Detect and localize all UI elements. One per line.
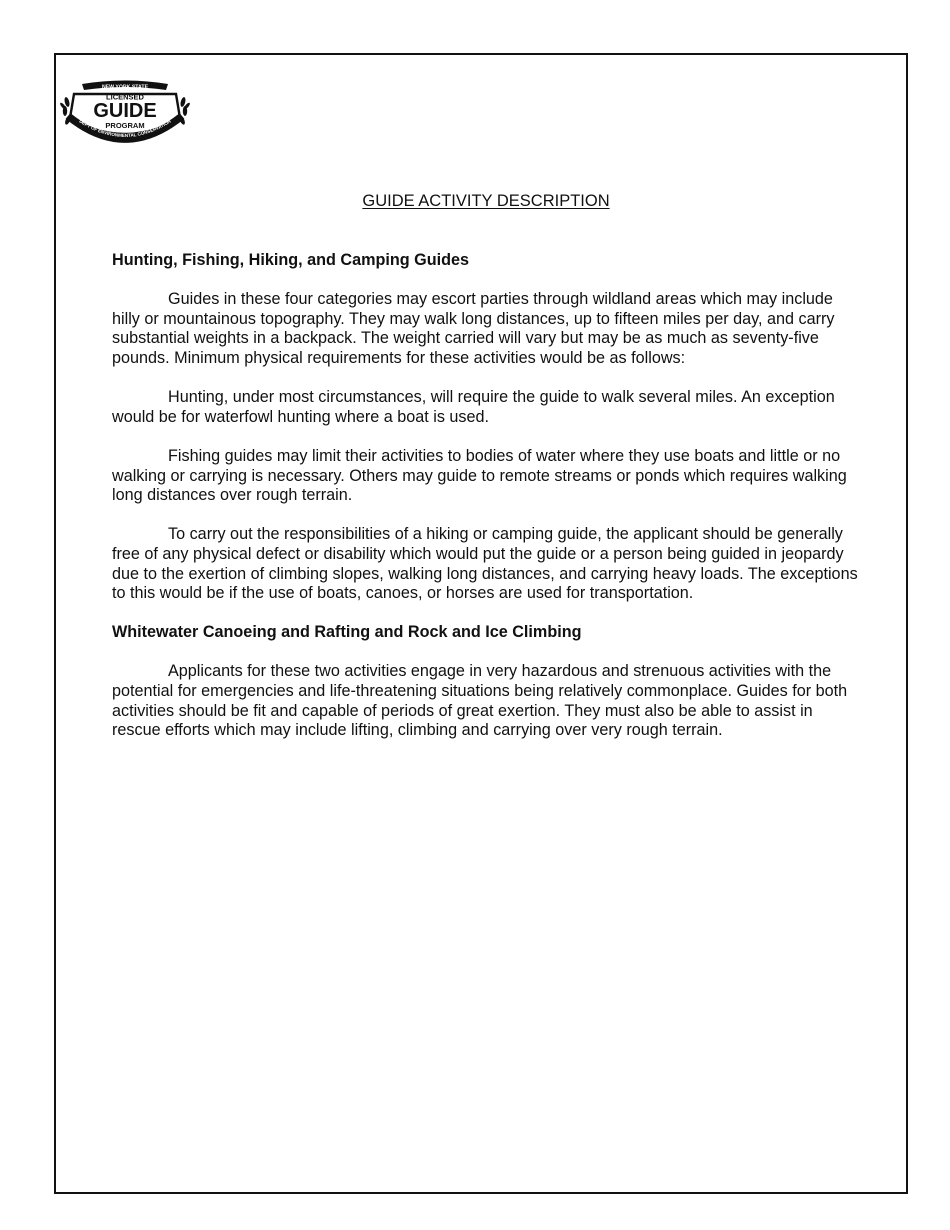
logo-top-text: NEW YORK STATE: [101, 84, 149, 91]
logo-bottom-text: DEPT OF ENVIRONMENTAL CONSERVATION: [78, 118, 172, 139]
paragraph: To carry out the responsibilities of a hiking or camping guide, the applicant should be generally free of any physical defect or disability which would put the guide or a person being guided in jeopardy due to the exertion of climbing slopes, walking long distances, and carrying heavy loads. The exceptions to this would be if the use of boats, canoes, or horses are used for transportation.: [112, 525, 858, 603]
section-whitewater-climbing: [112, 623, 864, 741]
section-heading: Whitewater Canoeing and Rafting and Rock and Ice Climbing: [112, 623, 582, 642]
document-title: GUIDE ACTIVITY DESCRIPTION: [362, 192, 610, 210]
logo-guide-text: GUIDE: [93, 100, 157, 122]
licensed-guide-program-logo: [60, 78, 190, 144]
paragraph: Applicants for these two activities engage in very hazardous and strenuous activities with the potential for emergencies and life-threatening situations being relatively commonplace. Guides for both activities should be fit and capable of periods of great exertion. They must also be able to assist in rescue efforts which may include lifting, climbing and carrying over very rough terrain.: [112, 662, 848, 740]
paragraph: Guides in these four categories may escort parties through wildland areas which may include hilly or mountainous topography. They may walk long distances, up to fifteen miles per day, and carry substantial weights in a backpack. The weight carried will vary but may be as much as seventy-five pounds. Minimum physical requirements for these activities would be as follows:: [112, 290, 835, 367]
section-hunting-fishing-hiking-camping: [112, 251, 864, 604]
logo-program-text: PROGRAM: [105, 121, 145, 130]
logo-licensed-text: LICENSED: [106, 92, 144, 102]
paragraph: Fishing guides may limit their activities to bodies of water where they use boats and little or no walking or carrying is necessary. Others may guide to remote streams or ponds which requires walking long distances over rough terrain.: [112, 446, 847, 505]
paragraph: Hunting, under most circumstances, will require the guide to walk several miles. An exception would be for waterfowl hunting where a boat is used.: [112, 388, 835, 426]
document-body: [112, 251, 864, 760]
section-heading: Hunting, Fishing, Hiking, and Camping Guides: [112, 251, 470, 269]
